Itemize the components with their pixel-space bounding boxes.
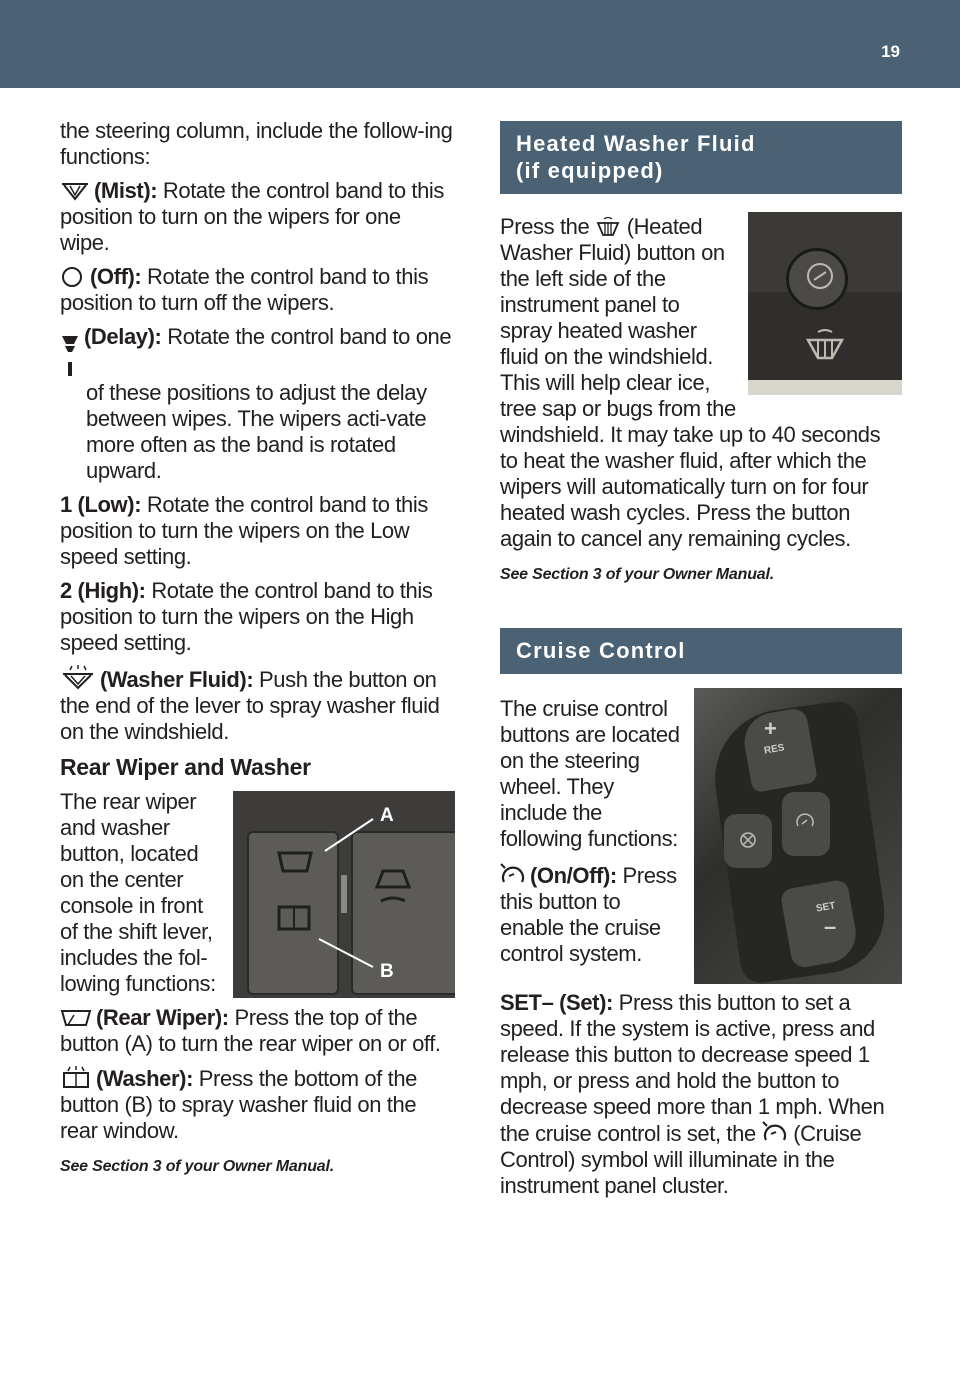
heated-owner-manual-reference: See Section 3 of your Owner Manual. bbox=[500, 566, 774, 583]
cruise-icon bbox=[500, 862, 526, 886]
rear-wiper-text: Press the top of the button (A) to turn the rear wiper on or off. bbox=[60, 1005, 441, 1056]
delay-icon bbox=[60, 334, 80, 380]
intro-text: the steering column, include the follow-ing functions: bbox=[60, 118, 453, 169]
rear-washer-label: (Washer): bbox=[96, 1066, 194, 1091]
rear-washer-text: Press the bottom of the button (B) to spray washer fluid on the rear window. bbox=[60, 1066, 418, 1143]
off-text: Rotate the control band to this position to turn off the wipers. bbox=[60, 264, 429, 315]
label-b: B bbox=[380, 961, 394, 982]
res-label: RES bbox=[763, 742, 786, 757]
heated-washer-icon bbox=[595, 215, 621, 237]
low-text: Rotate the control band to this position to turn the wipers on the Low speed setting. bbox=[60, 492, 428, 569]
cruise-control-section-header: Cruise Control bbox=[500, 628, 902, 674]
rear-wiper-item bbox=[60, 1005, 455, 1057]
heated-washer-section-header bbox=[500, 121, 902, 194]
heated-washer-title-line2: (if equipped) bbox=[516, 158, 664, 183]
delay-item bbox=[60, 324, 455, 484]
mist-icon bbox=[60, 181, 90, 201]
low-item bbox=[60, 492, 455, 570]
delay-text: Rotate the control band to one of these positions to adjust the delay between wipes. The wipers acti-vate more often as the band is rotated upward. bbox=[86, 324, 452, 483]
cruise-set-label: SET– (Set): bbox=[500, 990, 613, 1015]
cruise-set-item bbox=[500, 990, 902, 1199]
mist-text: Rotate the control band to this position to turn on the wipers for one wipe. bbox=[60, 178, 445, 255]
off-item bbox=[60, 264, 455, 316]
label-a: A bbox=[380, 805, 394, 826]
left-owner-manual-reference: See Section 3 of your Owner Manual. bbox=[60, 1158, 334, 1175]
high-text: Rotate the control band to this position to turn the wipers on the High speed setting. bbox=[60, 578, 433, 655]
rear-wiper-icon bbox=[60, 1008, 92, 1028]
heated-text-after: (Heated Washer Fluid) button on the left side of the instrument panel to spray heated washer fluid on the windshield. This will help clear ice, tree sap or bugs from the windshield. It may take up to 40 seconds to heat the washer fluid, after which the wipers will automatically turn on for four heated wash cycles. Press the button again to cancel any remaining cycles. bbox=[500, 214, 881, 551]
cruise-set-text-after: (Cruise Control) symbol will illuminate in the instrument panel cluster. bbox=[500, 1121, 862, 1198]
washer-fluid-item bbox=[60, 664, 455, 745]
cruise-symbol-icon bbox=[762, 1120, 788, 1144]
right-column bbox=[500, 121, 902, 1207]
cruise-onoff-label: (On/Off): bbox=[530, 863, 617, 888]
page-number: 19 bbox=[881, 42, 900, 61]
mist-label: (Mist): bbox=[94, 178, 158, 203]
washer-fluid-label: (Washer Fluid): bbox=[100, 667, 254, 692]
rear-wiper-label: (Rear Wiper): bbox=[96, 1005, 229, 1030]
minus-label: – bbox=[824, 914, 837, 939]
rear-washer-icon bbox=[60, 1065, 92, 1089]
mist-item bbox=[60, 178, 455, 256]
cruise-control-photo bbox=[694, 688, 902, 984]
high-item bbox=[60, 578, 455, 656]
set-label: SET bbox=[815, 900, 837, 915]
heated-text-before: Press the bbox=[500, 214, 596, 239]
rear-washer-item bbox=[60, 1065, 455, 1144]
plus-label: + bbox=[764, 716, 777, 741]
cruise-set-text: Press this button to set a speed. If the system is active, press and release this button to decrease speed 1 mph, or press and hold the button to decrease speed more than 1 mph. When the cruise control is set, the bbox=[500, 990, 885, 1146]
high-label: 2 (High): bbox=[60, 578, 146, 603]
washer-fluid-icon bbox=[60, 664, 96, 690]
cruise-intro-text: The cruise control buttons are located on the steering wheel. They include the following functions: bbox=[500, 696, 680, 851]
cruise-onoff-text: Press this button to enable the cruise control system. bbox=[500, 863, 677, 966]
off-icon bbox=[60, 267, 86, 287]
left-column bbox=[60, 118, 455, 1176]
rear-wiper-heading: Rear Wiper and Washer bbox=[60, 754, 311, 780]
rear-intro-text: The rear wiper and washer button, located on the center console in front of the shift lever, includes the fol-lowing functions: bbox=[60, 789, 216, 996]
low-label: 1 (Low): bbox=[60, 492, 142, 517]
delay-label: (Delay): bbox=[84, 324, 162, 349]
off-label: (Off): bbox=[90, 264, 142, 289]
heated-washer-title-line1: Heated Washer Fluid bbox=[516, 131, 756, 156]
washer-fluid-text: Push the button on the end of the lever to spray washer fluid on the windshield. bbox=[60, 667, 440, 744]
rear-wiper-button-photo bbox=[233, 791, 455, 998]
header-bar bbox=[0, 0, 960, 88]
heated-washer-button-photo bbox=[748, 212, 902, 395]
